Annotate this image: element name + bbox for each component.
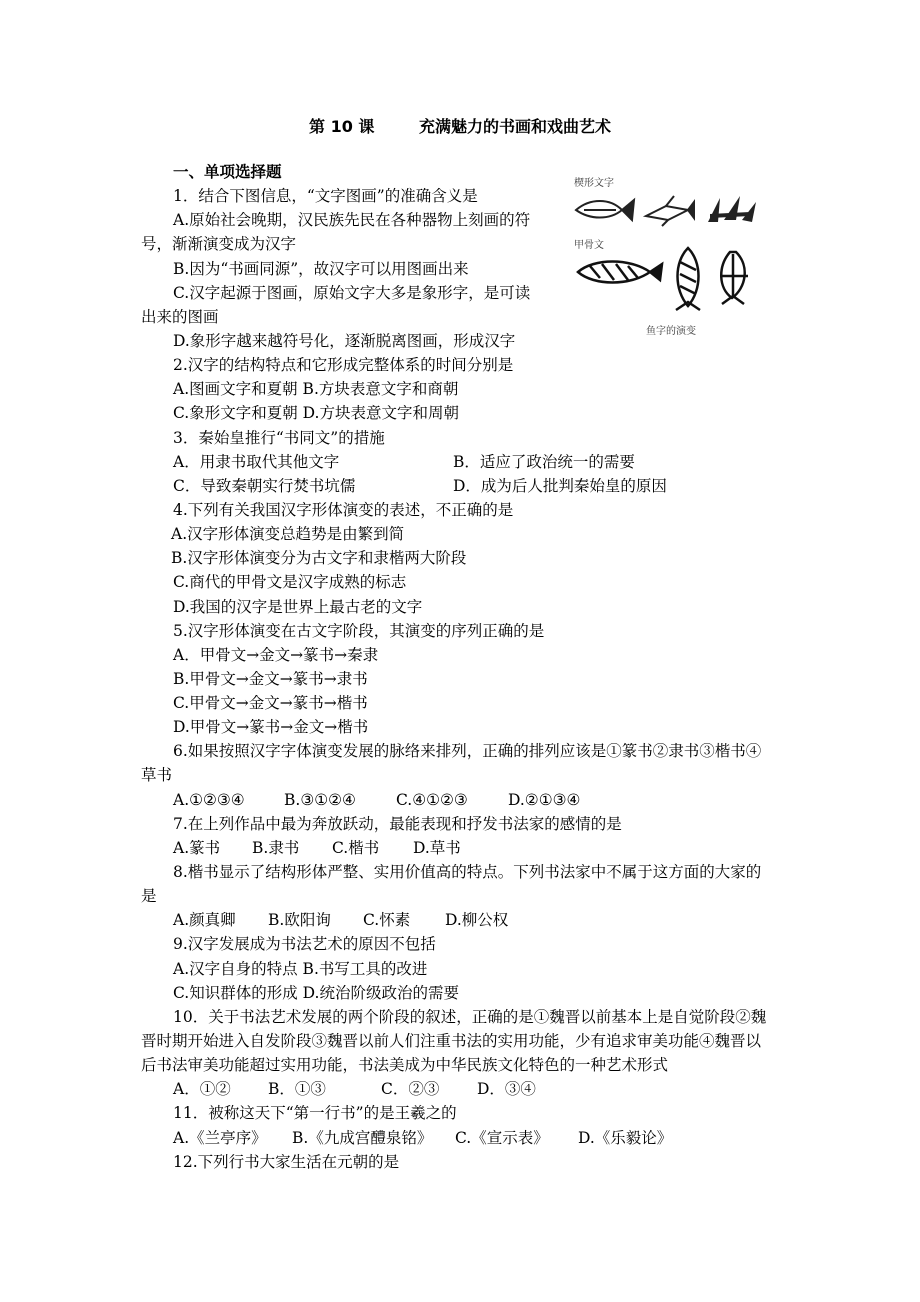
q11-option-d: D.《乐毅论》 bbox=[578, 1129, 673, 1147]
oracle-bone-label: 甲骨文 bbox=[574, 240, 604, 251]
q11-option-a: A.《兰亭序》 bbox=[173, 1129, 267, 1147]
q12-stem: 12.下列行书大家生活在元朝的是 bbox=[173, 1153, 400, 1171]
q6-option-b: B.③①②④ bbox=[284, 791, 356, 809]
q3-stem: 3．秦始皇推行“书同文”的措施 bbox=[173, 429, 385, 447]
q2-options-ab: A.图画文字和夏朝 B.方块表意文字和商朝 bbox=[173, 380, 459, 398]
q5-option-b: B.甲骨文→金文→篆书→隶书 bbox=[173, 670, 368, 688]
pictograph-fish-icon bbox=[576, 200, 634, 220]
q10-stem-cont1: 晋时期开始进入自发阶段③魏晋以前人们注重书法的实用功能，少有追求审美功能④魏晋以 bbox=[141, 1032, 762, 1050]
q6-option-a: A.①②③④ bbox=[173, 791, 245, 809]
q1-option-a-cont: 号，渐渐演变成为汉字 bbox=[141, 235, 297, 253]
q7-option-d: D.草书 bbox=[413, 839, 461, 857]
q6-stem-cont: 草书 bbox=[141, 766, 173, 784]
q7-option-c: C.楷书 bbox=[332, 839, 380, 857]
q3-option-a: A．用隶书取代其他文字 bbox=[173, 453, 340, 471]
cuneiform-fish-icon bbox=[646, 196, 694, 226]
q10-option-d: D．③④ bbox=[477, 1080, 536, 1098]
q4-option-d: D.我国的汉字是世界上最古老的文字 bbox=[173, 598, 423, 616]
q3-option-d: D．成为后人批判秦始皇的原因 bbox=[453, 477, 667, 495]
q1-option-b: B.因为“书画同源”，故汉字可以用图画出来 bbox=[173, 260, 469, 278]
q9-stem: 9.汉字发展成为书法艺术的原因不包括 bbox=[173, 935, 436, 953]
fish-glyphs-drawing bbox=[570, 170, 770, 320]
q11-option-c: C.《宣示表》 bbox=[455, 1129, 549, 1147]
q10-stem: 10．关于书法艺术发展的两个阶段的叙述，正确的是①魏晋以前基本上是自觉阶段②魏 bbox=[173, 1008, 767, 1026]
q1-option-c-cont: 出来的图画 bbox=[141, 308, 219, 326]
q9-options-cd: C.知识群体的形成 D.统治阶级政治的需要 bbox=[173, 984, 459, 1002]
q10-stem-cont2: 后书法审美功能超过实用功能，书法美成为中华民族文化特色的一种艺术形式 bbox=[141, 1056, 669, 1074]
q4-option-c: C.商代的甲骨文是汉字成熟的标志 bbox=[173, 573, 407, 591]
q8-option-d: D.柳公权 bbox=[445, 911, 509, 929]
q10-option-a: A．①② bbox=[173, 1080, 231, 1098]
section-heading: 一、单项选择题 bbox=[173, 163, 282, 181]
q6-stem: 6.如果按照汉字字体演变发展的脉络来排列，正确的排列应该是①篆书②隶书③楷书④ bbox=[173, 742, 762, 760]
cuneiform-label: 楔形文字 bbox=[574, 178, 614, 189]
q1-stem: 1．结合下图信息，“文字图画”的准确含义是 bbox=[173, 187, 478, 205]
q10-option-c: C．②③ bbox=[381, 1080, 440, 1098]
fish-character-figure bbox=[570, 170, 770, 342]
q5-option-d: D.甲骨文→篆书→金文→楷书 bbox=[173, 718, 369, 736]
page-title bbox=[0, 114, 920, 137]
lesson-topic: 充满魅力的书画和戏曲艺术 bbox=[418, 117, 611, 136]
q11-option-b: B.《九成宫醴泉铭》 bbox=[292, 1129, 433, 1147]
q8-option-b: B.欧阳询 bbox=[268, 911, 331, 929]
q3-option-b: B．适应了政治统一的需要 bbox=[453, 453, 635, 471]
q2-stem: 2.汉字的结构特点和它形成完整体系的时间分别是 bbox=[173, 356, 514, 374]
q5-option-a: A．甲骨文→金文→篆书→秦隶 bbox=[173, 646, 379, 664]
q5-option-c: C.甲骨文→金文→篆书→楷书 bbox=[173, 694, 368, 712]
q4-option-b: B.汉字形体演变分为古文字和隶楷两大阶段 bbox=[171, 549, 467, 567]
cuneiform-wedges-icon bbox=[708, 196, 756, 222]
figure-caption: 鱼字的演变 bbox=[646, 326, 696, 337]
q1-option-c: C.汉字起源于图画，原始文字大多是象形字，是可读 bbox=[173, 284, 531, 302]
q9-options-ab: A.汉字自身的特点 B.书写工具的改进 bbox=[173, 960, 428, 978]
q1-option-a: A.原始社会晚期，汉民族先民在各种器物上刻画的符 bbox=[173, 211, 531, 229]
q8-stem: 8.楷书显示了结构形体严整、实用价值高的特点。下列书法家中不属于这方面的大家的 bbox=[173, 863, 762, 881]
q10-option-b: B．①③ bbox=[268, 1080, 326, 1098]
oracle-fish-horizontal-icon bbox=[578, 262, 662, 283]
q4-option-a: A.汉字形体演变总趋势是由繁到简 bbox=[171, 525, 405, 543]
oracle-fish-vertical-icon bbox=[676, 248, 700, 310]
q4-stem: 4.下列有关我国汉字形体演变的表述，不正确的是 bbox=[173, 501, 514, 519]
q3-option-c: C．导致秦朝实行焚书坑儒 bbox=[173, 477, 356, 495]
q8-stem-cont: 是 bbox=[141, 887, 157, 905]
q1-option-d: D.象形字越来越符号化，逐渐脱离图画，形成汉字 bbox=[173, 332, 516, 350]
q8-option-a: A.颜真卿 bbox=[173, 911, 236, 929]
q5-stem: 5.汉字形体演变在古文字阶段，其演变的序列正确的是 bbox=[173, 622, 545, 640]
q7-option-b: B.隶书 bbox=[252, 839, 300, 857]
lesson-number: 第 10 课 bbox=[309, 117, 375, 136]
q2-options-cd: C.象形文字和夏朝 D.方块表意文字和周朝 bbox=[173, 404, 459, 422]
q6-option-d: D.②①③④ bbox=[508, 791, 581, 809]
q8-option-c: C.怀素 bbox=[363, 911, 411, 929]
q7-stem: 7.在上列作品中最为奔放跃动，最能表现和抒发书法家的感情的是 bbox=[173, 815, 622, 833]
q7-option-a: A.篆书 bbox=[173, 839, 221, 857]
q11-stem: 11．被称这天下“第一行书”的是王羲之的 bbox=[173, 1104, 457, 1122]
oracle-fish-abstract-icon bbox=[720, 252, 748, 304]
q6-option-c: C.④①②③ bbox=[396, 791, 468, 809]
